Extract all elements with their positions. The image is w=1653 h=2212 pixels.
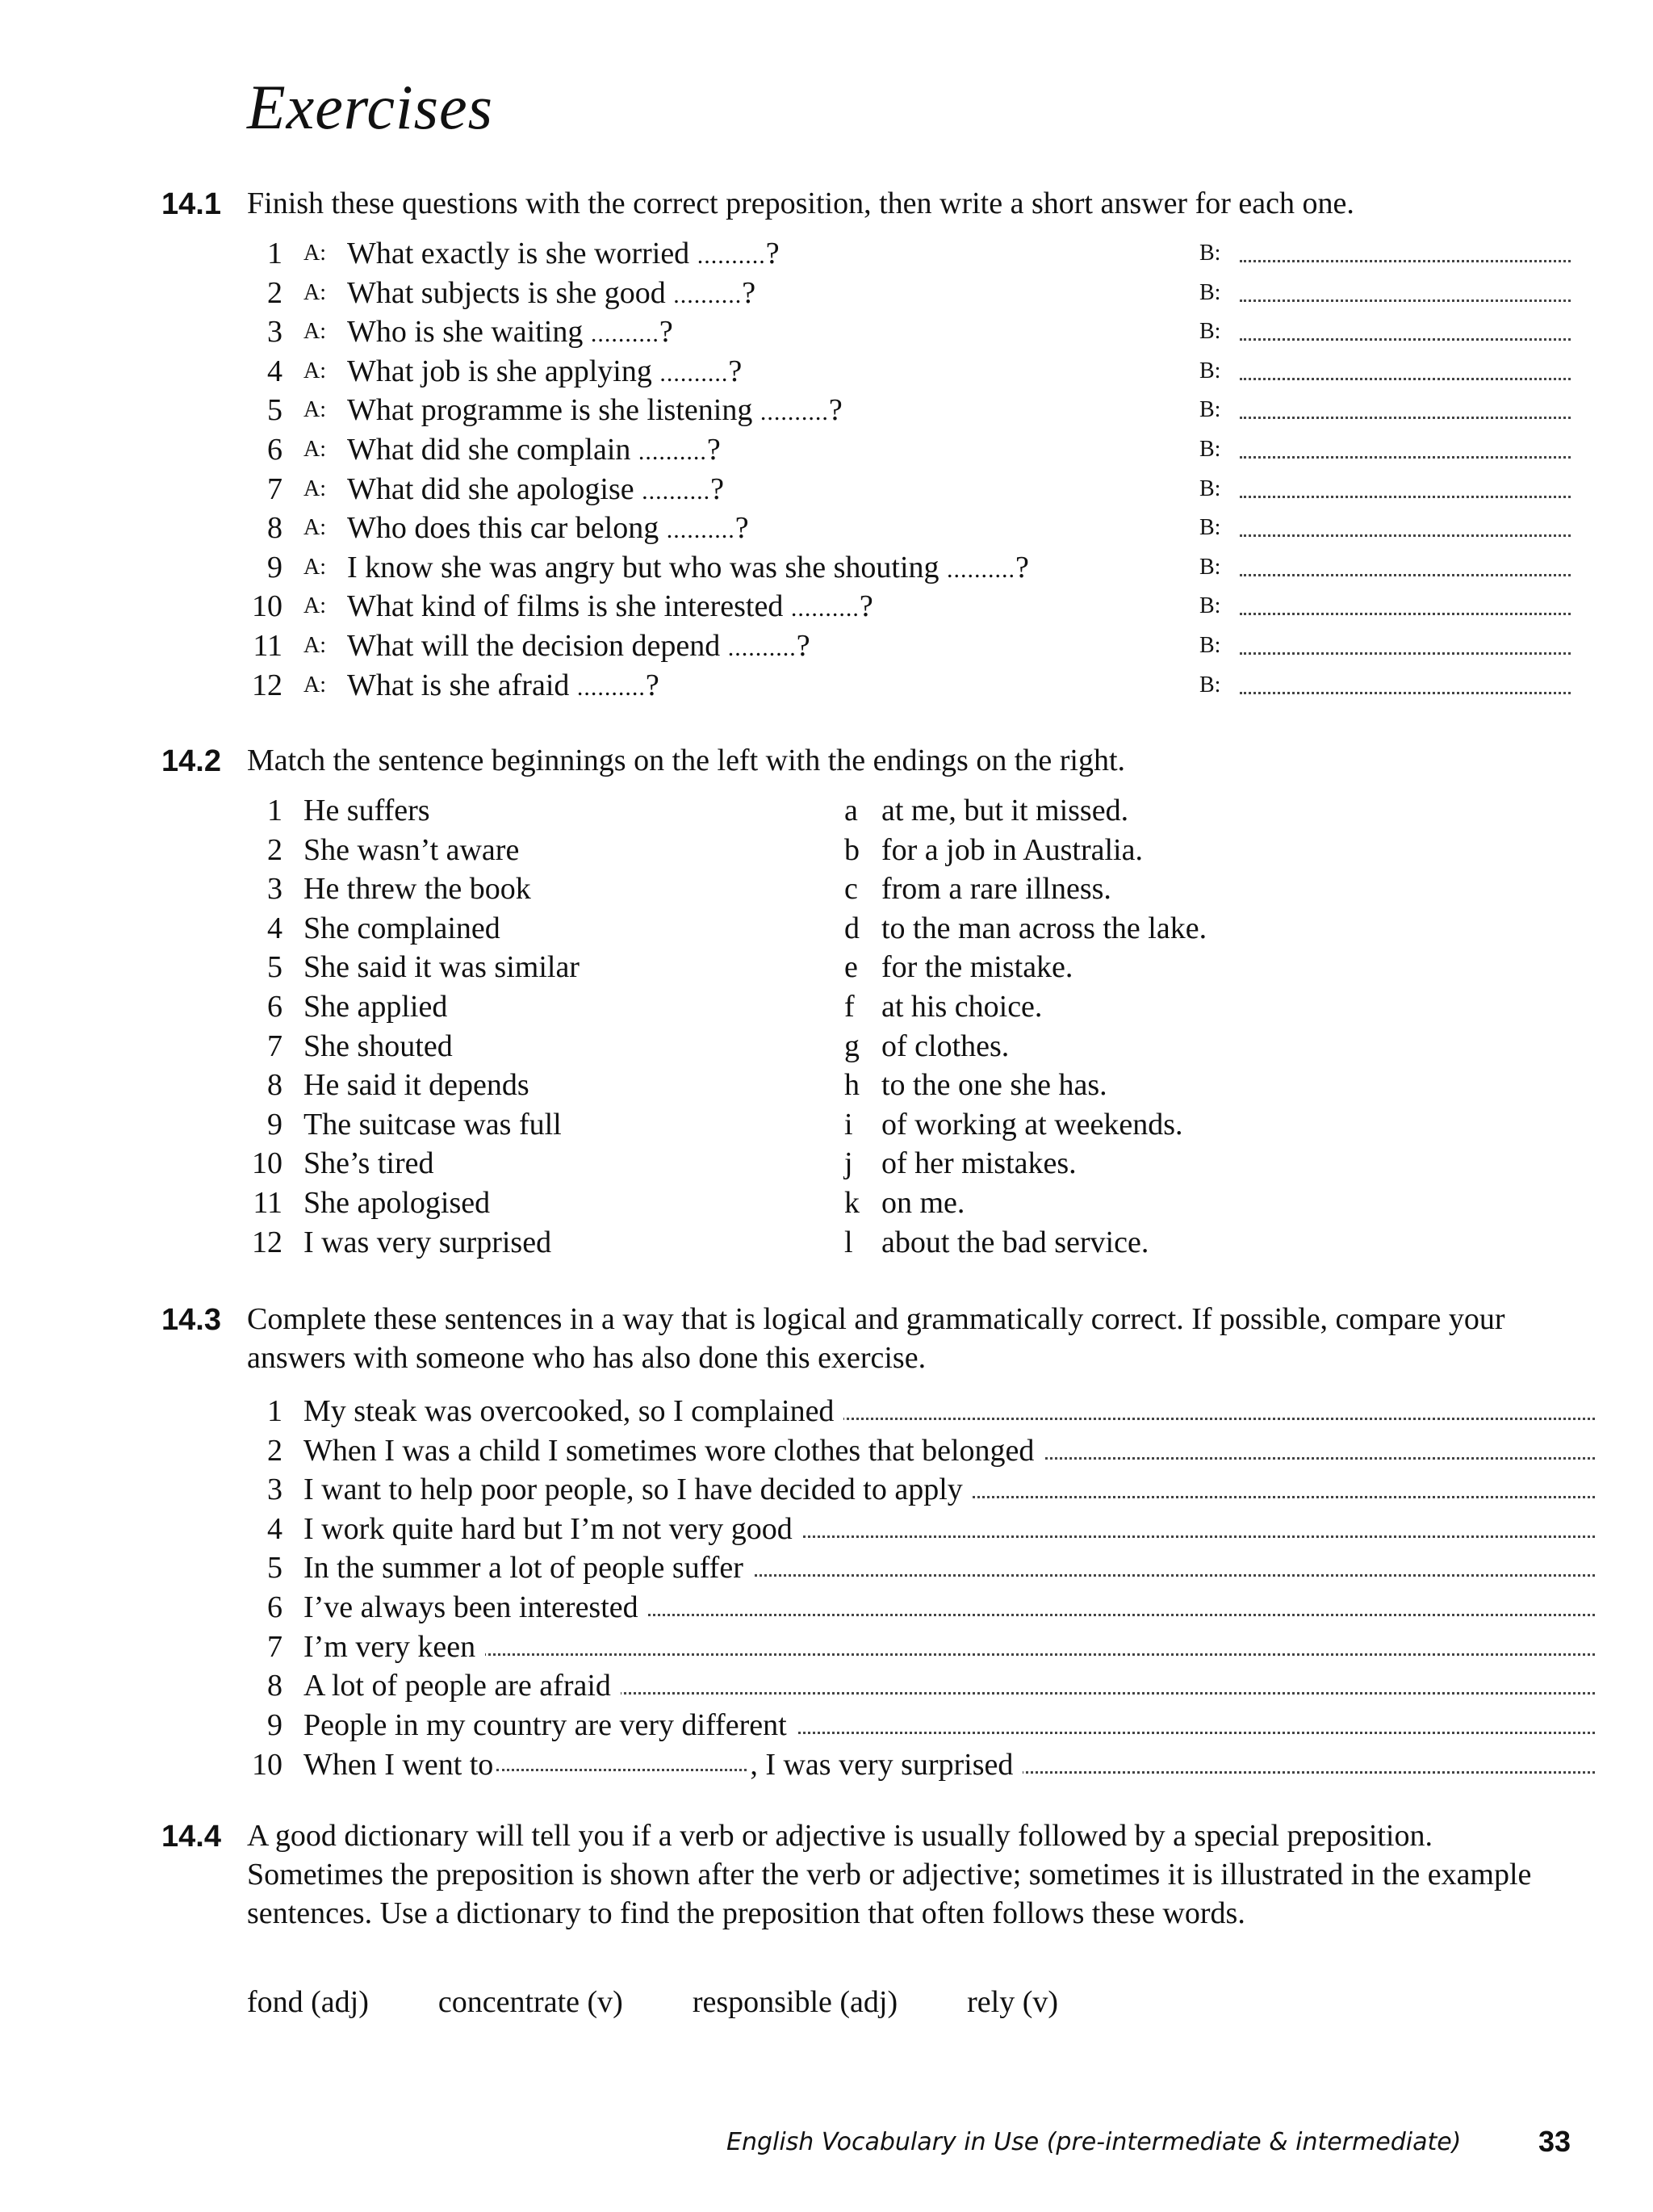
match-row <box>247 1105 1595 1144</box>
item-number: 6 <box>267 990 282 1024</box>
question-text <box>347 587 873 628</box>
answer-blank[interactable] <box>496 1769 747 1771</box>
speaker-a-label: A: <box>303 437 326 462</box>
dictionary-word: responsible (adj) <box>692 1985 898 2019</box>
preposition-gap[interactable]: .......... <box>673 281 743 308</box>
sentence-ending: of her mistakes. <box>881 1146 1077 1181</box>
item-number: 2 <box>267 832 282 867</box>
ending-letter: l <box>844 1225 853 1259</box>
answer-line[interactable] <box>1240 417 1571 419</box>
question-mark: ? <box>796 629 810 663</box>
sentence-start: When I went to <box>303 1748 494 1782</box>
sentence-ending: of clothes. <box>881 1028 1010 1063</box>
sentence-row <box>247 1745 1595 1784</box>
page-number: 33 <box>1538 2125 1571 2158</box>
sentence-beginning: He threw the book <box>303 872 531 907</box>
exercise-instruction: Finish these questions with the correct preposition, then write a short answer for each one. <box>247 186 1354 220</box>
preposition-gap[interactable]: .......... <box>642 477 711 505</box>
match-row <box>247 948 1595 987</box>
match-row <box>247 1066 1595 1104</box>
sentence-text: In the summer a lot of people suffer <box>303 1548 753 1587</box>
sentence-ending: on me. <box>881 1186 965 1220</box>
answer-line[interactable] <box>328 1653 1595 1656</box>
speaker-a-label: A: <box>303 593 326 619</box>
item-number: 2 <box>267 275 282 310</box>
sentence-text <box>303 1745 1023 1784</box>
answer-line[interactable] <box>1240 260 1571 262</box>
preposition-gap[interactable]: .......... <box>760 399 829 426</box>
book-title: English Vocabulary in Use (pre-intermediate & intermediate) <box>726 2128 1462 2156</box>
sentence-beginning: She applied <box>303 990 448 1024</box>
question-row <box>247 352 1595 391</box>
match-row <box>247 869 1595 908</box>
exercise-number: 14.1 <box>161 187 221 221</box>
answer-line[interactable] <box>1240 378 1571 380</box>
question-text <box>347 470 724 511</box>
sentence-row <box>247 1588 1595 1627</box>
item-number: 9 <box>267 550 282 584</box>
question-text <box>347 352 742 393</box>
sentence-row <box>247 1548 1595 1587</box>
question-text <box>347 274 755 315</box>
question-words: What did she apologise <box>347 471 634 506</box>
question-text <box>347 548 1029 589</box>
match-row <box>247 987 1595 1026</box>
question-row <box>247 274 1595 312</box>
item-number: 3 <box>267 315 282 350</box>
sentence-row <box>247 1628 1595 1666</box>
sentence-beginning: I was very surprised <box>303 1225 552 1259</box>
sentence-end: , I was very surprised <box>750 1748 1014 1782</box>
item-number: 1 <box>267 1394 282 1428</box>
question-row <box>247 509 1595 547</box>
ending-letter: j <box>844 1146 853 1181</box>
sentence-ending: of working at weekends. <box>881 1107 1183 1142</box>
preposition-gap[interactable]: .......... <box>947 555 1016 583</box>
sentence-text: When I was a child I sometimes wore clothes that belonged <box>303 1431 1044 1470</box>
question-words: What will the decision depend <box>347 629 721 663</box>
item-number: 1 <box>267 794 282 827</box>
sentence-text: People in my country are very different <box>303 1706 797 1745</box>
speaker-b-label: B: <box>1199 437 1221 462</box>
ending-letter: b <box>844 832 860 867</box>
answer-line[interactable] <box>1240 338 1571 341</box>
question-mark: ? <box>1015 550 1029 584</box>
question-mark: ? <box>706 433 721 467</box>
speaker-b-label: B: <box>1199 241 1221 266</box>
question-text <box>347 312 673 354</box>
preposition-gap[interactable]: .......... <box>697 242 766 269</box>
sentence-ending: at me, but it missed. <box>881 794 1129 827</box>
item-number: 4 <box>267 354 282 388</box>
sentence-beginning: She shouted <box>303 1028 453 1063</box>
match-row <box>247 909 1595 948</box>
match-row <box>247 1184 1595 1222</box>
speaker-a-label: A: <box>303 241 326 266</box>
question-mark: ? <box>728 354 743 388</box>
speaker-a-label: A: <box>303 319 326 345</box>
sentence-row <box>247 1470 1595 1509</box>
speaker-a-label: A: <box>303 475 326 501</box>
sentence-beginning: She wasn’t aware <box>303 832 520 867</box>
sentence-row <box>247 1510 1595 1548</box>
sentence-beginning: She complained <box>303 911 500 945</box>
speaker-a-label: A: <box>303 633 326 658</box>
item-number: 10 <box>252 589 282 624</box>
sentence-ending: for the mistake. <box>881 950 1073 985</box>
sentence-text: A lot of people are afraid <box>303 1666 621 1705</box>
answer-line[interactable] <box>1240 574 1571 576</box>
item-number: 11 <box>253 1186 282 1220</box>
question-mark: ? <box>734 511 749 546</box>
item-number: 2 <box>267 1433 282 1468</box>
question-words: What programme is she listening <box>347 393 753 428</box>
item-number: 3 <box>267 1473 282 1507</box>
ending-letter: g <box>844 1028 860 1063</box>
sentence-beginning: She’s tired <box>303 1146 434 1181</box>
item-number: 8 <box>267 511 282 546</box>
question-words: What did she complain <box>347 433 631 467</box>
question-row <box>247 234 1595 273</box>
question-text <box>347 666 659 707</box>
question-row <box>247 626 1595 665</box>
question-mark: ? <box>859 589 873 624</box>
page-title: Exercises <box>247 72 493 142</box>
preposition-gap[interactable]: .......... <box>790 595 860 622</box>
item-number: 8 <box>267 1068 282 1103</box>
speaker-b-label: B: <box>1199 279 1221 305</box>
speaker-b-label: B: <box>1199 554 1221 580</box>
ending-letter: k <box>844 1186 860 1220</box>
question-mark: ? <box>659 315 673 350</box>
exercise-number: 14.2 <box>161 744 221 778</box>
question-row <box>247 470 1595 509</box>
exercise-number: 14.3 <box>161 1303 221 1337</box>
sentence-beginning: She said it was similar <box>303 950 580 985</box>
answer-line[interactable] <box>1240 692 1571 694</box>
answer-line[interactable] <box>1240 652 1571 655</box>
sentence-ending: to the man across the lake. <box>881 911 1207 945</box>
preposition-gap[interactable]: .......... <box>727 635 797 661</box>
question-mark: ? <box>765 237 780 270</box>
question-text <box>347 391 843 432</box>
item-number: 10 <box>252 1146 282 1181</box>
preposition-gap[interactable]: .......... <box>659 359 729 387</box>
question-row <box>247 391 1595 429</box>
item-number: 4 <box>267 911 282 945</box>
question-words: Who is she waiting <box>347 315 584 350</box>
word-list <box>247 1984 1128 2020</box>
speaker-a-label: A: <box>303 672 326 698</box>
question-mark: ? <box>828 393 843 428</box>
item-number: 12 <box>252 1225 282 1259</box>
preposition-gap[interactable]: .......... <box>666 517 735 544</box>
match-row <box>247 1223 1595 1262</box>
match-row <box>247 831 1595 869</box>
question-text <box>347 430 721 471</box>
speaker-a-label: A: <box>303 397 326 423</box>
speaker-a-label: A: <box>303 279 326 305</box>
speaker-b-label: B: <box>1199 358 1221 383</box>
speaker-a-label: A: <box>303 358 326 383</box>
sentence-beginning: She apologised <box>303 1186 491 1220</box>
item-number: 10 <box>252 1748 282 1782</box>
sentence-text: My steak was overcooked, so I complained <box>303 1392 843 1431</box>
exercise-instruction: Match the sentence beginnings on the left with the endings on the right. <box>247 744 1126 777</box>
speaker-b-label: B: <box>1199 593 1221 619</box>
item-number: 5 <box>267 950 282 985</box>
question-row <box>247 312 1595 351</box>
speaker-b-label: B: <box>1199 319 1221 345</box>
match-row <box>247 1027 1595 1066</box>
question-words: What job is she applying <box>347 354 652 388</box>
sentence-beginning: The suitcase was full <box>303 1107 562 1142</box>
speaker-b-label: B: <box>1199 475 1221 501</box>
ending-letter: e <box>844 950 858 985</box>
sentence-ending: at his choice. <box>881 990 1043 1024</box>
answer-line[interactable] <box>1240 456 1571 459</box>
ending-letter: f <box>844 990 855 1024</box>
exercise-instruction: Complete these sentences in a way that is logical and grammatically correct. If possible, compare your answers with someone who has also done this exercise. <box>247 1302 1505 1375</box>
match-row <box>247 1144 1595 1183</box>
speaker-b-label: B: <box>1199 633 1221 658</box>
question-text <box>347 509 749 550</box>
question-words: What exactly is she worried <box>347 237 690 270</box>
item-number: 7 <box>267 471 282 506</box>
sentence-ending: from a rare illness. <box>881 872 1111 907</box>
sentence-row <box>247 1431 1595 1470</box>
question-words: What kind of films is she interested <box>347 589 784 624</box>
question-mark: ? <box>645 668 659 702</box>
item-number: 7 <box>267 1028 282 1063</box>
question-row <box>247 430 1595 469</box>
ending-letter: i <box>844 1107 853 1142</box>
speaker-a-label: A: <box>303 554 326 580</box>
speaker-a-label: A: <box>303 515 326 541</box>
item-number: 3 <box>267 872 282 907</box>
question-words: What is she afraid <box>347 668 570 702</box>
question-words: What subjects is she good <box>347 275 666 310</box>
answer-line[interactable] <box>1240 613 1571 615</box>
sentence-beginning: He suffers <box>303 794 430 827</box>
ending-letter: c <box>844 872 858 907</box>
sentence-row <box>247 1666 1595 1705</box>
preposition-gap[interactable]: .......... <box>590 320 659 348</box>
sentence-row <box>247 1706 1595 1745</box>
match-row <box>247 791 1595 830</box>
speaker-b-label: B: <box>1199 397 1221 423</box>
question-row <box>247 666 1595 705</box>
exercise-instruction: A good dictionary will tell you if a verb or adjective is usually followed by a special preposition. Sometimes the preposition is shown after the verb or adjective; sometimes it is illustrated in the example sentences. Use a dictionary to find the preposition that often follows these words. <box>247 1819 1532 1930</box>
item-number: 6 <box>267 1590 282 1624</box>
item-number: 12 <box>252 668 282 702</box>
item-number: 7 <box>267 1629 282 1664</box>
dictionary-word: fond (adj) <box>247 1985 369 2019</box>
sentence-text: I work quite hard but I’m not very good <box>303 1510 802 1548</box>
ending-letter: a <box>844 794 858 827</box>
sentence-ending: for a job in Australia. <box>881 832 1143 867</box>
sentence-ending: about the bad service. <box>881 1225 1149 1259</box>
item-number: 11 <box>253 629 282 663</box>
question-mark: ? <box>710 471 725 506</box>
answer-line[interactable] <box>1240 534 1571 537</box>
item-number: 9 <box>267 1707 282 1742</box>
item-number: 5 <box>267 1551 282 1586</box>
answer-line[interactable] <box>1240 300 1571 302</box>
question-mark: ? <box>742 275 756 310</box>
item-number: 1 <box>267 237 282 270</box>
question-words: Who does this car belong <box>347 511 659 546</box>
item-number: 5 <box>267 393 282 428</box>
sentence-text: I’m very keen <box>303 1628 485 1666</box>
sentence-ending: to the one she has. <box>881 1068 1107 1103</box>
item-number: 8 <box>267 1669 282 1703</box>
ending-letter: h <box>844 1068 860 1103</box>
question-text <box>347 626 810 668</box>
speaker-b-label: B: <box>1199 515 1221 541</box>
question-row <box>247 587 1595 626</box>
question-text <box>347 234 780 275</box>
dictionary-word: concentrate (v) <box>437 1985 623 2019</box>
item-number: 4 <box>267 1511 282 1546</box>
sentence-text: I’ve always been interested <box>303 1588 648 1627</box>
speaker-b-label: B: <box>1199 672 1221 698</box>
item-number: 9 <box>267 1107 282 1142</box>
ending-letter: d <box>844 911 860 945</box>
sentence-row <box>247 1392 1595 1431</box>
sentence-beginning: He said it depends <box>303 1068 529 1103</box>
preposition-gap[interactable]: .......... <box>638 438 707 465</box>
item-number: 6 <box>267 433 282 467</box>
preposition-gap[interactable]: .......... <box>576 673 646 701</box>
question-words: I know she was angry but who was she shouting <box>347 550 939 584</box>
dictionary-word: rely (v) <box>967 1985 1059 2019</box>
exercise-number: 14.4 <box>161 1820 221 1854</box>
question-row <box>247 548 1595 587</box>
answer-line[interactable] <box>1240 496 1571 498</box>
sentence-text: I want to help poor people, so I have decided to apply <box>303 1470 973 1509</box>
